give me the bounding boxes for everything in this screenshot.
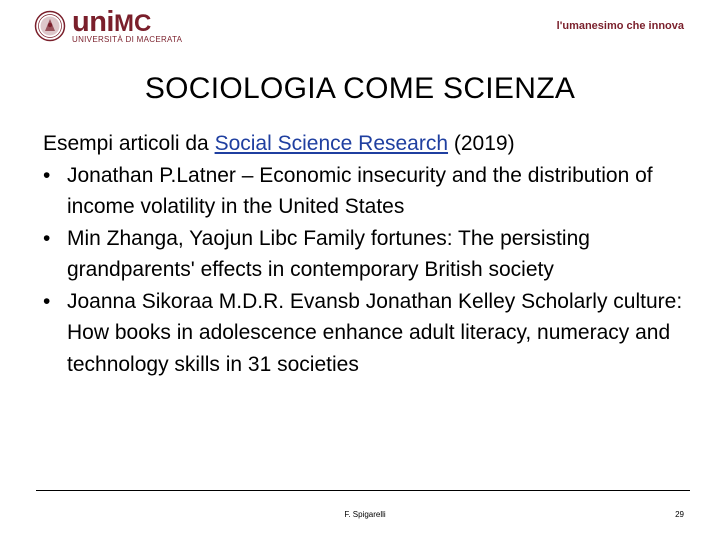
slide-content — [43, 128, 693, 380]
footer-divider — [36, 490, 690, 491]
unimc-logo — [34, 6, 183, 48]
brand-main: uni — [72, 6, 114, 38]
list-item — [43, 223, 693, 286]
slide-title: SOCIOLOGIA COME SCIENZA — [144, 72, 576, 105]
page-number: 29 — [675, 510, 684, 519]
intro-prefix: Esempi articoli da — [43, 132, 215, 155]
list-item — [43, 160, 693, 223]
slide-header — [0, 0, 720, 60]
brand-subtitle: UNIVERSITÀ DI MACERATA — [72, 35, 183, 44]
footer-author: F. Spigarelli — [344, 510, 386, 519]
intro-suffix: (2019) — [448, 132, 515, 155]
brand-suffix: MC — [114, 10, 152, 37]
article-text: Min Zhanga, Yaojun Libc Family fortunes: The persisting grandparents' effects in contemporary British society — [67, 226, 590, 281]
intro-line — [43, 128, 693, 160]
tagline: l'umanesimo che innova — [556, 20, 684, 32]
article-list — [43, 160, 693, 381]
article-text: Joanna Sikoraa M.D.R. Evansb Jonathan Kelley Scholarly culture: How books in adolescence enhance adult literacy, numeracy and technology skills in 31 societies — [67, 289, 683, 376]
list-item — [43, 286, 693, 381]
bullet-icon: • — [43, 289, 51, 313]
bullet-icon: • — [43, 163, 51, 187]
article-text: Jonathan P.Latner – Economic insecurity and the distribution of income volatility in the United States — [67, 163, 653, 218]
university-seal-icon — [34, 10, 66, 42]
journal-link[interactable]: Social Science Research — [214, 132, 449, 155]
bullet-icon: • — [43, 226, 51, 250]
